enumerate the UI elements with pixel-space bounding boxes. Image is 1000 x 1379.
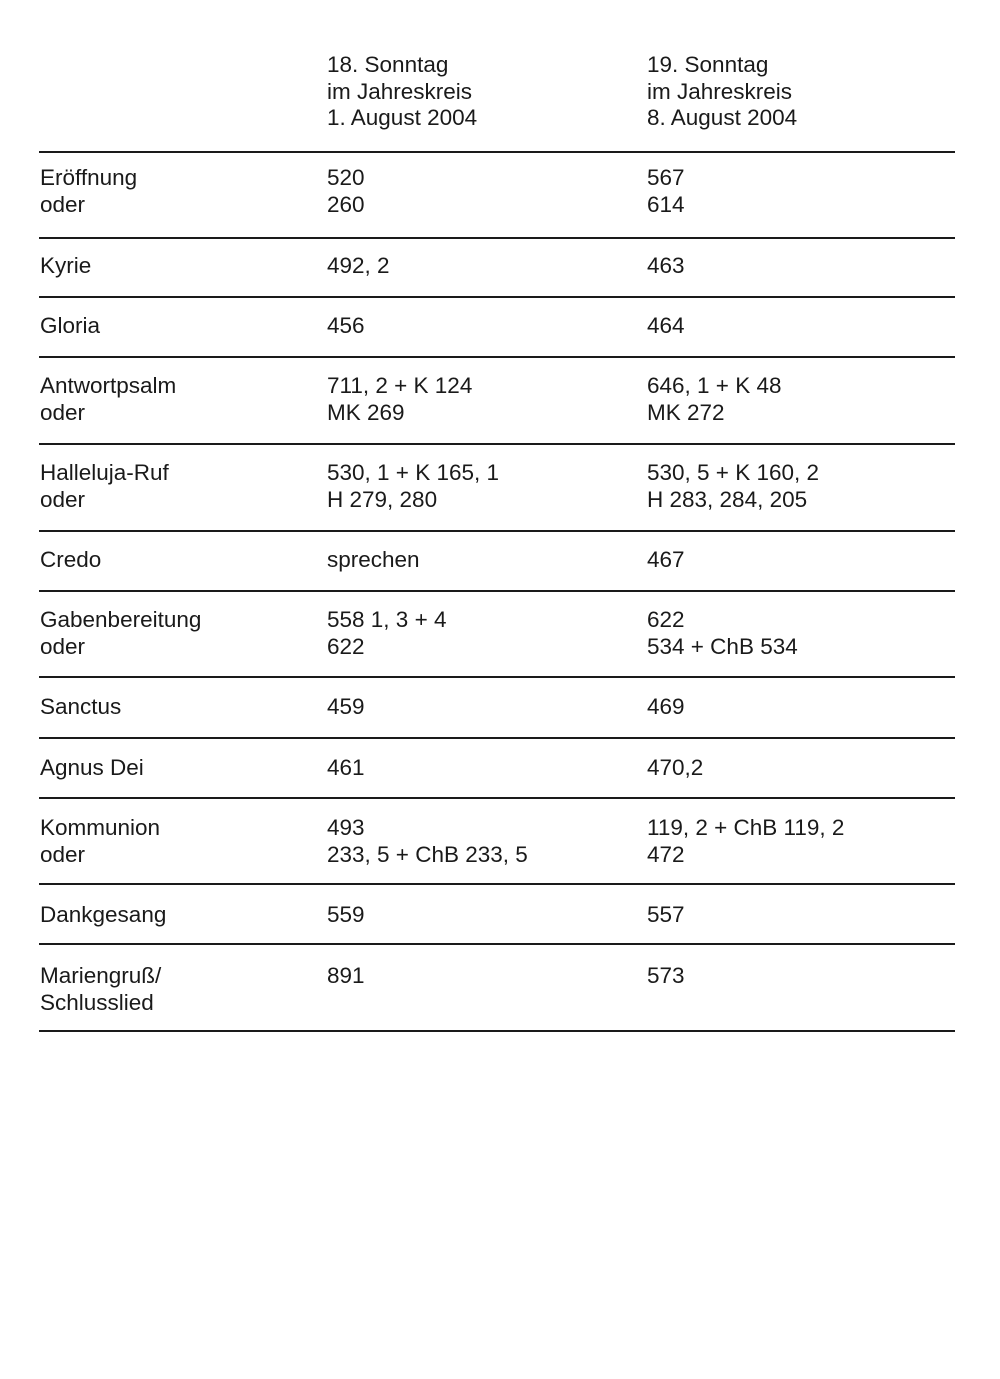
cell-sunday-19: 622 534 + ChB 534 xyxy=(647,607,798,659)
row-label: Kyrie xyxy=(40,253,92,278)
row-divider xyxy=(39,296,955,298)
cell-sunday-18: 492, 2 xyxy=(327,253,390,278)
cell-sunday-19: 464 xyxy=(647,313,685,338)
row-divider xyxy=(39,530,955,532)
row-divider xyxy=(39,676,955,678)
row-divider xyxy=(39,356,955,358)
cell-sunday-18: 530, 1 + K 165, 1 H 279, 280 xyxy=(327,460,500,512)
header-line: 19. Sonntag xyxy=(647,52,769,77)
row-label: Gabenbereitung oder xyxy=(40,607,202,659)
cell-sunday-19: 463 xyxy=(647,253,685,278)
cell-sunday-18: 493 233, 5 + ChB 233, 5 xyxy=(327,815,528,867)
row-divider xyxy=(39,883,955,885)
cell-sunday-18: 711, 2 + K 124 MK 269 xyxy=(327,373,473,425)
header-line: im Jahreskreis xyxy=(327,78,473,104)
row-divider xyxy=(39,237,955,239)
header-sunday-19 xyxy=(647,52,797,132)
cell-sunday-18: 520 260 xyxy=(327,165,365,217)
header-line: im Jahreskreis xyxy=(647,78,793,104)
cell-sunday-18: 891 xyxy=(327,963,365,988)
row-divider xyxy=(39,151,955,153)
row-label: Halleluja-Ruf oder xyxy=(40,460,169,512)
cell-sunday-18: sprechen xyxy=(327,547,420,572)
cell-sunday-19: 573 xyxy=(647,963,685,988)
row-divider xyxy=(39,590,955,592)
cell-sunday-19: 470,2 xyxy=(647,755,704,780)
cell-sunday-19: 119, 2 + ChB 119, 2 472 xyxy=(647,815,845,867)
cell-sunday-18: 456 xyxy=(327,313,365,338)
cell-sunday-18: 559 xyxy=(327,902,365,927)
cell-sunday-18: 558 1, 3 + 4 622 xyxy=(327,607,447,659)
row-label: Sanctus xyxy=(40,694,122,719)
header-line: 8. August 2004 xyxy=(647,105,798,130)
header-sunday-18 xyxy=(327,52,477,132)
cell-sunday-19: 557 xyxy=(647,902,685,927)
header-line: 1. August 2004 xyxy=(327,105,478,130)
row-divider xyxy=(39,737,955,739)
cell-sunday-19: 530, 5 + K 160, 2 H 283, 284, 205 xyxy=(647,460,820,512)
row-label: Credo xyxy=(40,547,102,572)
row-divider xyxy=(39,443,955,445)
cell-sunday-19: 467 xyxy=(647,547,685,572)
row-divider xyxy=(39,943,955,945)
row-label: Dankgesang xyxy=(40,902,167,927)
row-label: Mariengruß/ Schlusslied xyxy=(40,963,162,1015)
cell-sunday-19: 567 614 xyxy=(647,165,685,217)
row-label: Agnus Dei xyxy=(40,755,144,780)
row-label: Eröffnung oder xyxy=(40,165,138,217)
row-label: Kommunion oder xyxy=(40,815,161,867)
cell-sunday-18: 461 xyxy=(327,755,365,780)
cell-sunday-19: 646, 1 + K 48 MK 272 xyxy=(647,373,782,425)
row-label: Gloria xyxy=(40,313,101,338)
row-divider xyxy=(39,1030,955,1032)
header-line: 18. Sonntag xyxy=(327,52,449,77)
cell-sunday-19: 469 xyxy=(647,694,685,719)
row-divider xyxy=(39,797,955,799)
row-label: Antwortpsalm oder xyxy=(40,373,177,425)
cell-sunday-18: 459 xyxy=(327,694,365,719)
